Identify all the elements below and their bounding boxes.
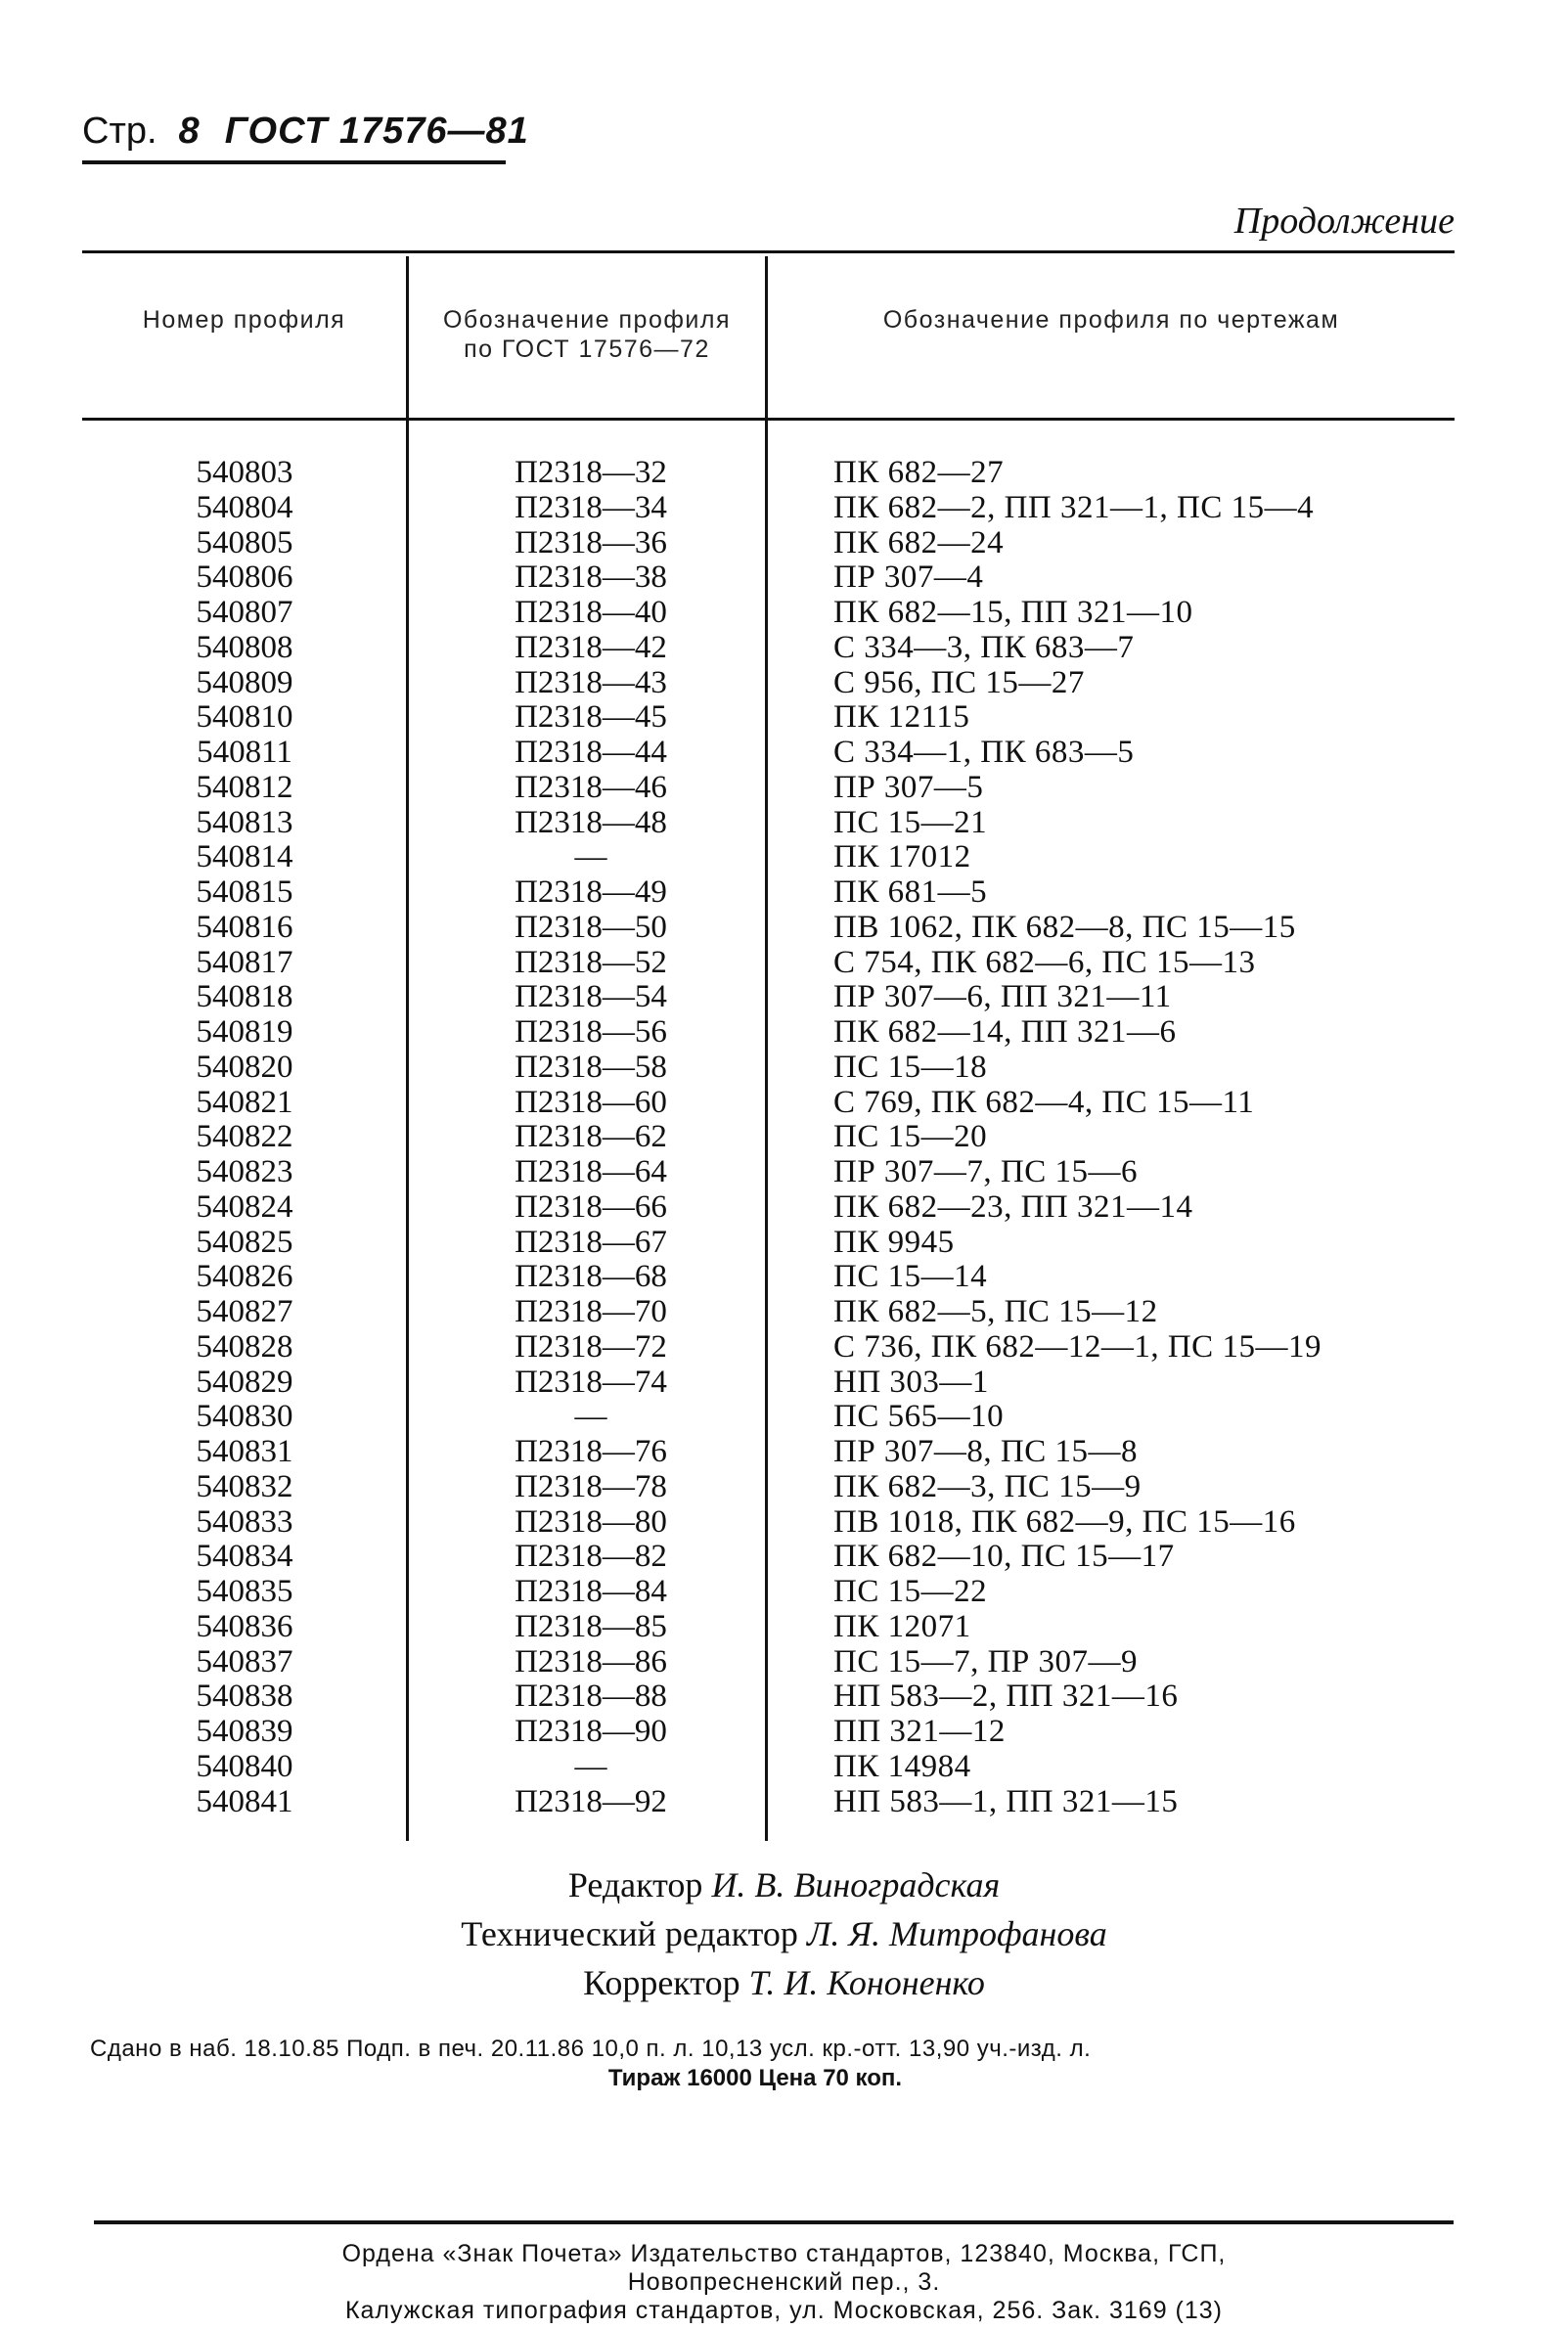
- table-header-rule: [82, 418, 1455, 421]
- drawing-designation-cell: ПС 15—22: [833, 1574, 988, 1609]
- drawing-designation-cell: ПС 15—7, ПР 307—9: [833, 1643, 1139, 1680]
- drawing-designation-cell: ПК 682—2, ПП 321—1, ПС 15—4: [833, 489, 1315, 525]
- footer-rule: [94, 2220, 1454, 2224]
- profile-number-cell: 540840: [196, 1748, 293, 1784]
- page-number: 8: [178, 111, 200, 152]
- gost-designation-cell: П2318—56: [515, 1014, 667, 1050]
- credit-role: Корректор: [583, 1963, 740, 2002]
- profile-number-cell: 540839: [196, 1714, 293, 1749]
- profile-number-cell: 540838: [196, 1679, 293, 1715]
- credit-technical-editor: [0, 1909, 1568, 1958]
- drawing-designation-cell: ПС 15—14: [833, 1259, 988, 1295]
- gost-designation-cell: П2318—85: [515, 1608, 667, 1644]
- credit-proofreader: [0, 1958, 1568, 2007]
- continuation-label: Продолжение: [1233, 201, 1455, 242]
- publication-dates: Сдано в наб. 18.10.85 Подп. в печ. 20.11.86 10,0 п. л. 10,13 усл. кр.-отт. 13,90 уч.-изд. л.: [90, 2036, 1092, 2062]
- profile-number-cell: 540807: [196, 595, 293, 630]
- table-top-rule: [82, 250, 1455, 253]
- gost-designation-cell: П2318—67: [515, 1224, 667, 1260]
- printer-line: Новопресненский пер., 3.: [627, 2268, 941, 2296]
- profile-number-cell: 540809: [196, 664, 293, 700]
- drawing-designation-cell: ПР 307—6, ПП 321—11: [833, 979, 1172, 1015]
- profile-number-cell: 540837: [196, 1643, 293, 1680]
- gost-designation-cell: П2318—82: [515, 1539, 667, 1575]
- gost-designation-cell: П2318—44: [515, 735, 667, 770]
- drawing-designation-cell: ПС 565—10: [833, 1399, 1005, 1435]
- gost-designation-cell: П2318—72: [515, 1328, 667, 1365]
- gost-designation-cell: П2318—64: [515, 1154, 667, 1189]
- profile-number-cell: 540822: [196, 1119, 293, 1155]
- header-text: Номер профиля: [142, 306, 346, 334]
- drawing-designation-cell: ПВ 1062, ПК 682—8, ПС 15—15: [833, 909, 1296, 945]
- drawing-designation-cell: НП 583—1, ПП 321—15: [833, 1783, 1179, 1819]
- gost-designation-cell: П2318—48: [515, 804, 667, 840]
- credit-editor: [0, 1860, 1568, 1909]
- drawing-designation-cell: ПК 9945: [833, 1224, 955, 1260]
- gost-designation-cell: П2318—70: [515, 1294, 667, 1329]
- gost-designation-cell: П2318—90: [515, 1714, 667, 1749]
- gost-designation-cell: П2318—74: [515, 1364, 667, 1400]
- drawing-designation-cell: ПП 321—12: [833, 1714, 1006, 1749]
- profile-number-cell: 540829: [196, 1364, 293, 1400]
- gost-designation-cell: П2318—49: [515, 874, 667, 910]
- drawing-designation-cell: ПС 15—18: [833, 1049, 988, 1085]
- profile-number-cell: 540816: [196, 909, 293, 945]
- profile-number-cell: 540815: [196, 874, 293, 910]
- publication-info: [90, 2035, 1459, 2093]
- profile-number-cell: 540812: [196, 769, 293, 805]
- drawing-designation-cell: ПВ 1018, ПК 682—9, ПС 15—16: [833, 1503, 1296, 1540]
- drawing-designation-cell: С 334—3, ПК 683—7: [833, 629, 1135, 665]
- gost-designation-cell: П2318—46: [515, 769, 667, 805]
- page-label: Стр.: [82, 111, 157, 152]
- profile-number-cell: 540804: [196, 489, 293, 525]
- drawing-designation-cell: ПК 14984: [833, 1748, 971, 1784]
- drawing-designation-cell: НП 303—1: [833, 1364, 989, 1400]
- credit-name: И. В. Виноградская: [711, 1865, 1001, 1904]
- drawing-designation-cell: ПР 307—7, ПС 15—6: [833, 1154, 1139, 1189]
- profile-number-cell: 540817: [196, 944, 293, 980]
- table-header-gost-designation: [409, 305, 765, 364]
- printer-line: Ордена «Знак Почета» Издательство стандартов, 123840, Москва, ГСП,: [341, 2240, 1227, 2267]
- profile-number-cell: 540826: [196, 1259, 293, 1295]
- printer-info: [0, 2240, 1568, 2325]
- profile-number-cell: 540806: [196, 560, 293, 596]
- table-column-divider-2: [765, 256, 768, 1841]
- profile-number-cell: 540830: [196, 1399, 293, 1435]
- credit-name: Л. Я. Митрофанова: [806, 1914, 1107, 1953]
- profile-number-cell: 540827: [196, 1294, 293, 1329]
- profile-number-cell: 540805: [196, 524, 293, 560]
- profile-number-cell: 540825: [196, 1224, 293, 1260]
- drawing-designation-cell: ПК 17012: [833, 839, 971, 875]
- drawing-designation-cell: ПС 15—20: [833, 1119, 988, 1155]
- profile-number-cell: 540841: [196, 1783, 293, 1819]
- column-gost-designation: [460, 456, 722, 1819]
- gost-designation-cell: П2318—68: [515, 1259, 667, 1295]
- gost-designation-cell: П2318—34: [515, 489, 667, 525]
- profile-number-cell: 540835: [196, 1574, 293, 1609]
- table-header-drawing-designation: [768, 305, 1455, 335]
- gost-designation-cell: П2318—66: [515, 1188, 667, 1225]
- gost-designation-cell: —: [574, 1399, 607, 1435]
- profile-number-cell: 540820: [196, 1049, 293, 1085]
- gost-designation-cell: П2318—38: [515, 560, 667, 596]
- drawing-designation-cell: НП 583—2, ПП 321—16: [833, 1679, 1179, 1715]
- gost-designation-cell: П2318—32: [515, 455, 667, 490]
- page-header: [82, 108, 529, 155]
- publication-print-run: Тираж 16000 Цена 70 коп.: [607, 2065, 903, 2091]
- profile-number-cell: 540831: [196, 1434, 293, 1469]
- drawing-designation-cell: ПК 682—14, ПП 321—6: [833, 1014, 1177, 1050]
- drawing-designation-cell: ПР 307—4: [833, 560, 984, 596]
- gost-designation-cell: П2318—78: [515, 1468, 667, 1504]
- header-text: Обозначение профиля по чертежам: [882, 306, 1340, 334]
- profile-number-cell: 540833: [196, 1503, 293, 1540]
- table-column-divider-1: [406, 256, 409, 1841]
- drawing-designation-cell: ПК 12071: [833, 1608, 971, 1644]
- profile-number-cell: 540814: [196, 839, 293, 875]
- gost-designation-cell: П2318—80: [515, 1503, 667, 1540]
- profile-number-cell: 540819: [196, 1014, 293, 1050]
- credits-block: [0, 1860, 1568, 2007]
- header-text: по ГОСТ 17576—72: [464, 336, 710, 363]
- standard-code: ГОСТ 17576—81: [224, 111, 529, 152]
- profile-number-cell: 540832: [196, 1468, 293, 1504]
- credit-role: Технический редактор: [461, 1914, 798, 1953]
- gost-designation-cell: П2318—36: [515, 524, 667, 560]
- column-drawing-designation: [833, 456, 1440, 1819]
- drawing-designation-cell: ПК 682—3, ПС 15—9: [833, 1468, 1142, 1504]
- profile-number-cell: 540813: [196, 804, 293, 840]
- column-profile-number: [147, 456, 342, 1819]
- gost-designation-cell: П2318—52: [515, 944, 667, 980]
- drawing-designation-cell: ПК 682—10, ПС 15—17: [833, 1539, 1175, 1575]
- drawing-designation-cell: ПР 307—5: [833, 769, 984, 805]
- profile-number-cell: 540810: [196, 699, 293, 736]
- gost-designation-cell: П2318—50: [515, 909, 667, 945]
- profile-number-cell: 540824: [196, 1188, 293, 1225]
- gost-designation-cell: П2318—62: [515, 1119, 667, 1155]
- drawing-designation-cell: С 754, ПК 682—6, ПС 15—13: [833, 944, 1256, 980]
- profile-number-cell: 540808: [196, 629, 293, 665]
- drawing-designation-cell: ПР 307—8, ПС 15—8: [833, 1434, 1139, 1469]
- gost-designation-cell: П2318—88: [515, 1679, 667, 1715]
- profile-number-cell: 540836: [196, 1608, 293, 1644]
- profile-number-cell: 540818: [196, 979, 293, 1015]
- gost-designation-cell: П2318—84: [515, 1574, 667, 1609]
- printer-line: Калужская типография стандартов, ул. Московская, 256. Зак. 3169 (13): [344, 2297, 1224, 2324]
- gost-designation-cell: П2318—43: [515, 664, 667, 700]
- header-text: Обозначение профиля: [442, 306, 732, 334]
- drawing-designation-cell: ПК 682—23, ПП 321—14: [833, 1188, 1193, 1225]
- drawing-designation-cell: ПК 682—15, ПП 321—10: [833, 595, 1193, 630]
- drawing-designation-cell: С 956, ПС 15—27: [833, 664, 1085, 700]
- drawing-designation-cell: ПК 12115: [833, 699, 970, 736]
- profile-number-cell: 540834: [196, 1539, 293, 1575]
- credit-role: Редактор: [567, 1865, 703, 1904]
- profile-number-cell: 540811: [197, 735, 292, 770]
- table-header-profile-number: [82, 305, 406, 335]
- drawing-designation-cell: ПК 681—5: [833, 874, 988, 910]
- gost-designation-cell: П2318—86: [515, 1643, 667, 1680]
- profile-number-cell: 540828: [196, 1328, 293, 1365]
- gost-designation-cell: П2318—42: [515, 629, 667, 665]
- gost-designation-cell: П2318—76: [515, 1434, 667, 1469]
- profile-number-cell: 540821: [196, 1084, 293, 1120]
- drawing-designation-cell: ПК 682—5, ПС 15—12: [833, 1294, 1158, 1329]
- gost-designation-cell: —: [574, 1748, 607, 1784]
- gost-designation-cell: П2318—45: [515, 699, 667, 736]
- drawing-designation-cell: С 334—1, ПК 683—5: [833, 735, 1135, 770]
- drawing-designation-cell: С 736, ПК 682—12—1, ПС 15—19: [833, 1328, 1322, 1365]
- gost-designation-cell: П2318—60: [515, 1084, 667, 1120]
- credit-name: Т. И. Кононенко: [748, 1963, 985, 2002]
- drawing-designation-cell: ПС 15—21: [833, 804, 988, 840]
- drawing-designation-cell: ПК 682—27: [833, 455, 1005, 490]
- gost-designation-cell: П2318—54: [515, 979, 667, 1015]
- gost-designation-cell: —: [574, 839, 607, 875]
- profile-number-cell: 540823: [196, 1154, 293, 1189]
- gost-designation-cell: П2318—58: [515, 1049, 667, 1085]
- drawing-designation-cell: ПК 682—24: [833, 524, 1005, 560]
- gost-designation-cell: П2318—40: [515, 595, 667, 630]
- drawing-designation-cell: С 769, ПК 682—4, ПС 15—11: [833, 1084, 1255, 1120]
- profile-number-cell: 540803: [196, 455, 293, 490]
- gost-designation-cell: П2318—92: [515, 1783, 667, 1819]
- header-underline: [82, 160, 506, 164]
